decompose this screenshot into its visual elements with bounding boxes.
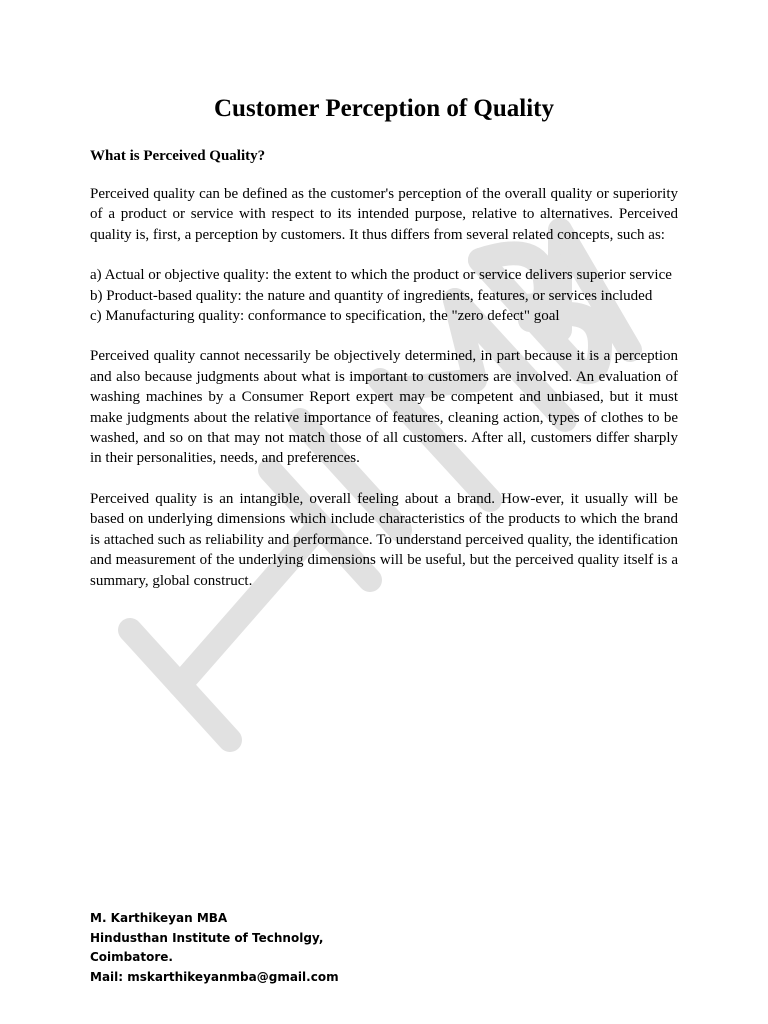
author-city: Coimbatore. (90, 950, 173, 964)
section-heading: What is Perceived Quality? (90, 148, 266, 164)
author-footer (90, 909, 339, 987)
list-item: b) Product-based quality: the nature and quantity of ingredients, features, or services included (90, 287, 653, 304)
paragraph-intangible: Perceived quality is an intangible, overall feeling about a brand. How-ever, it usually will be based on underlying dimensions which include characteristics of the products to which the brand is attached such as reliability and performance. To understand perceived quality, the identification and measurement of the underlying dimensions will be useful, but the perceived quality itself is a summary, global construct. (90, 490, 678, 589)
list-item: a) Actual or objective quality: the extent to which the product or service delivers superior service (90, 267, 672, 284)
author-name: M. Karthikeyan MBA (90, 911, 228, 925)
paragraph-objectivity: Perceived quality cannot necessarily be objectively determined, in part because it is a perception and also because judgments about what is important to customers are involved. An evaluation of washing machines by a Consumer Report expert may be competent and unbiased, but it must make judgments about the relative importance of features, cleaning action, types of clothes to be washed, and so on that may not match those of all customers. After all, customers differ sharply in their personalities, needs, and preferences. (90, 348, 678, 467)
author-institute: Hindusthan Institute of Technolgy, (90, 930, 324, 945)
page-title: Customer Perception of Quality (213, 95, 554, 122)
paragraph-definition: Perceived quality can be defined as the customer's perception of the overall quality or superiority of a product or service with respect to its intended purpose, relative to alternatives. Perceived quality is, first, a perception by customers. It thus differs from several related concepts, such as: (90, 186, 678, 243)
quality-concepts-list (90, 265, 678, 326)
author-email: Mail: mskarthikeyanmba@gmail.com (90, 969, 339, 984)
document-body (90, 94, 678, 591)
list-item: c) Manufacturing quality: conformance to specification, the "zero defect" goal (90, 308, 560, 325)
